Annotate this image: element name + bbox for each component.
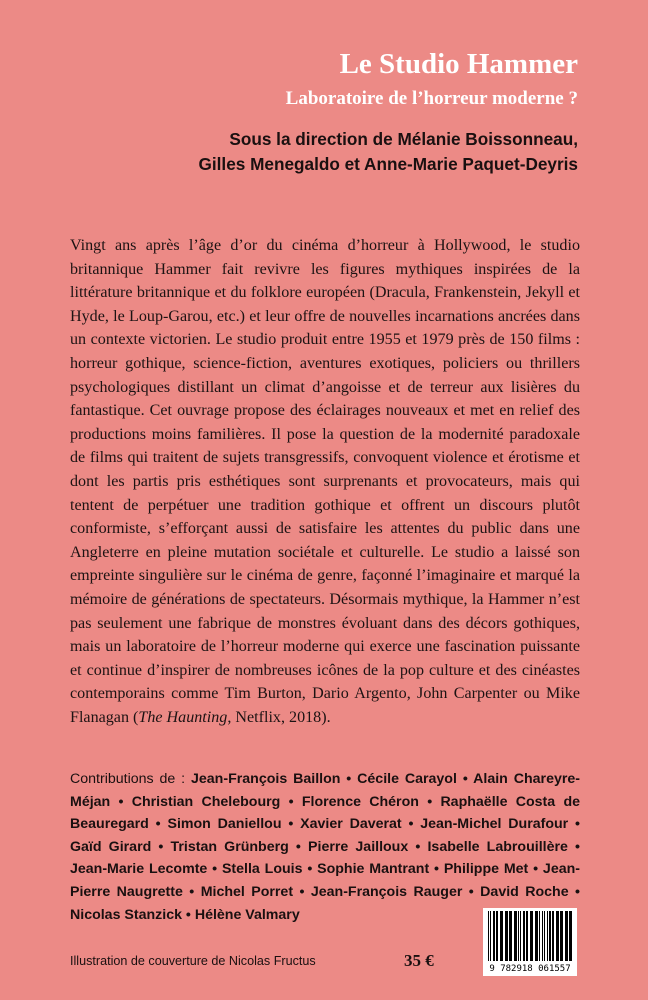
editors-line-2: Gilles Menegaldo et Anne-Marie Paquet-Deyris bbox=[198, 154, 578, 174]
barcode-bar bbox=[514, 911, 517, 961]
barcode-bar bbox=[488, 911, 489, 961]
description-text-end: , Netflix, 2018). bbox=[227, 708, 331, 726]
barcode-bar bbox=[493, 911, 495, 961]
back-cover-description bbox=[70, 234, 580, 729]
barcode-bar bbox=[505, 911, 508, 961]
barcode-bar bbox=[500, 911, 503, 961]
barcode-bars bbox=[487, 911, 573, 961]
barcode-bar bbox=[530, 911, 533, 961]
barcode-bar bbox=[547, 911, 548, 961]
book-title: Le Studio Hammer bbox=[339, 48, 578, 80]
contributors-names: Jean-François Baillon • Cécile Carayol • Alain Chareyre-Méjan • Christian Chelebourg • Florence Chéron • Raphaëlle Costa de Beauregard • Simon Daniellou • Xavier Daverat • Jean-Michel Durafour • Gaïd Girard • Tristan Grünberg • Pierre Jailloux • Isabelle Labrouillère • Jean-Marie Lecomte • Stella Louis • Sophie Mantrant • Philippe Met • Jean-Pierre Naugrette • Michel Porret • Jean-François Rauger • David Roche • Nicolas Stanzick • Hélène Valmary bbox=[70, 771, 580, 923]
editors-credit bbox=[199, 127, 579, 177]
barcode-bar bbox=[569, 911, 572, 961]
barcode-bar bbox=[552, 911, 554, 961]
contributions-lead: Contributions de : bbox=[70, 771, 192, 787]
barcode-bar bbox=[490, 911, 491, 961]
barcode-bar bbox=[549, 911, 551, 961]
barcode-bar bbox=[496, 911, 498, 961]
isbn-number: 9 782918 061557 bbox=[489, 964, 571, 974]
barcode-bar bbox=[526, 911, 528, 961]
barcode-bar bbox=[535, 911, 538, 961]
barcode-bar bbox=[509, 911, 512, 961]
barcode-bar bbox=[565, 911, 568, 961]
barcode-bar bbox=[560, 911, 563, 961]
barcode-bar bbox=[539, 911, 540, 961]
barcode-bar bbox=[523, 911, 525, 961]
barcode bbox=[483, 908, 577, 976]
description-italic-title: The Haunting bbox=[138, 708, 228, 726]
barcode-bar bbox=[556, 911, 559, 961]
book-subtitle: Laboratoire de l’horreur moderne ? bbox=[285, 88, 578, 109]
barcode-bar bbox=[542, 911, 543, 961]
cover-illustration-credit: Illustration de couverture de Nicolas Fructus bbox=[70, 954, 316, 968]
contributions-list bbox=[70, 768, 580, 926]
editors-line-1: Sous la direction de Mélanie Boissonneau, bbox=[229, 129, 578, 149]
barcode-bar bbox=[520, 911, 521, 961]
barcode-bar bbox=[518, 911, 519, 961]
description-text: Vingt ans après l’âge d’or du cinéma d’horreur à Hollywood, le studio britannique Hammer fait revivre les figures mythiques inspirées de la littérature britannique et du folklore européen (Dracula, Frankenstein, Jekyll et Hyde, le Loup-Garou, etc.) et leur offre de nouvelles incarnations ancrées dans un contexte victorien. Le studio produit entre 1955 et 1979 près de 150 films : horreur gothique, science-fiction, aventures exotiques, policiers ou thrillers psychologiques distillant un climat d’angoisse et de terreur aux lisières du fantastique. Cet ouvrage propose des éclairages nouveaux et met en relief des productions moins familières. Il pose la question de la modernité paradoxale de films qui traitent de sujets transgressifs, convoquent violence et érotisme et dont les partis pris esthétiques sont surprenants et provocateurs, mais qui tentent de perpétuer une tradition gothique et offrent un discours plutôt conformiste, s’efforçant aussi de satisfaire les attentes du public dans une Angleterre en pleine mutation sociétale et culturelle. Le studio a laissé son empreinte singulière sur le cinéma de genre, façonné l’imaginaire et marqué la mémoire de générations de spectateurs. Désormais mythique, la Hammer n’est pas seulement une fabrique de monstres évoluant dans des décors gothiques, mais un laboratoire de l’horreur moderne qui exerce une fascination puissante et continue d’inspirer de nombreuses icônes de la pop culture et des cinéastes contemporains comme Tim Burton, Dario Argento, John Carpenter ou Mike Flanagan ( bbox=[70, 237, 580, 726]
price-label: 35 € bbox=[404, 951, 434, 970]
barcode-bar bbox=[544, 911, 545, 961]
